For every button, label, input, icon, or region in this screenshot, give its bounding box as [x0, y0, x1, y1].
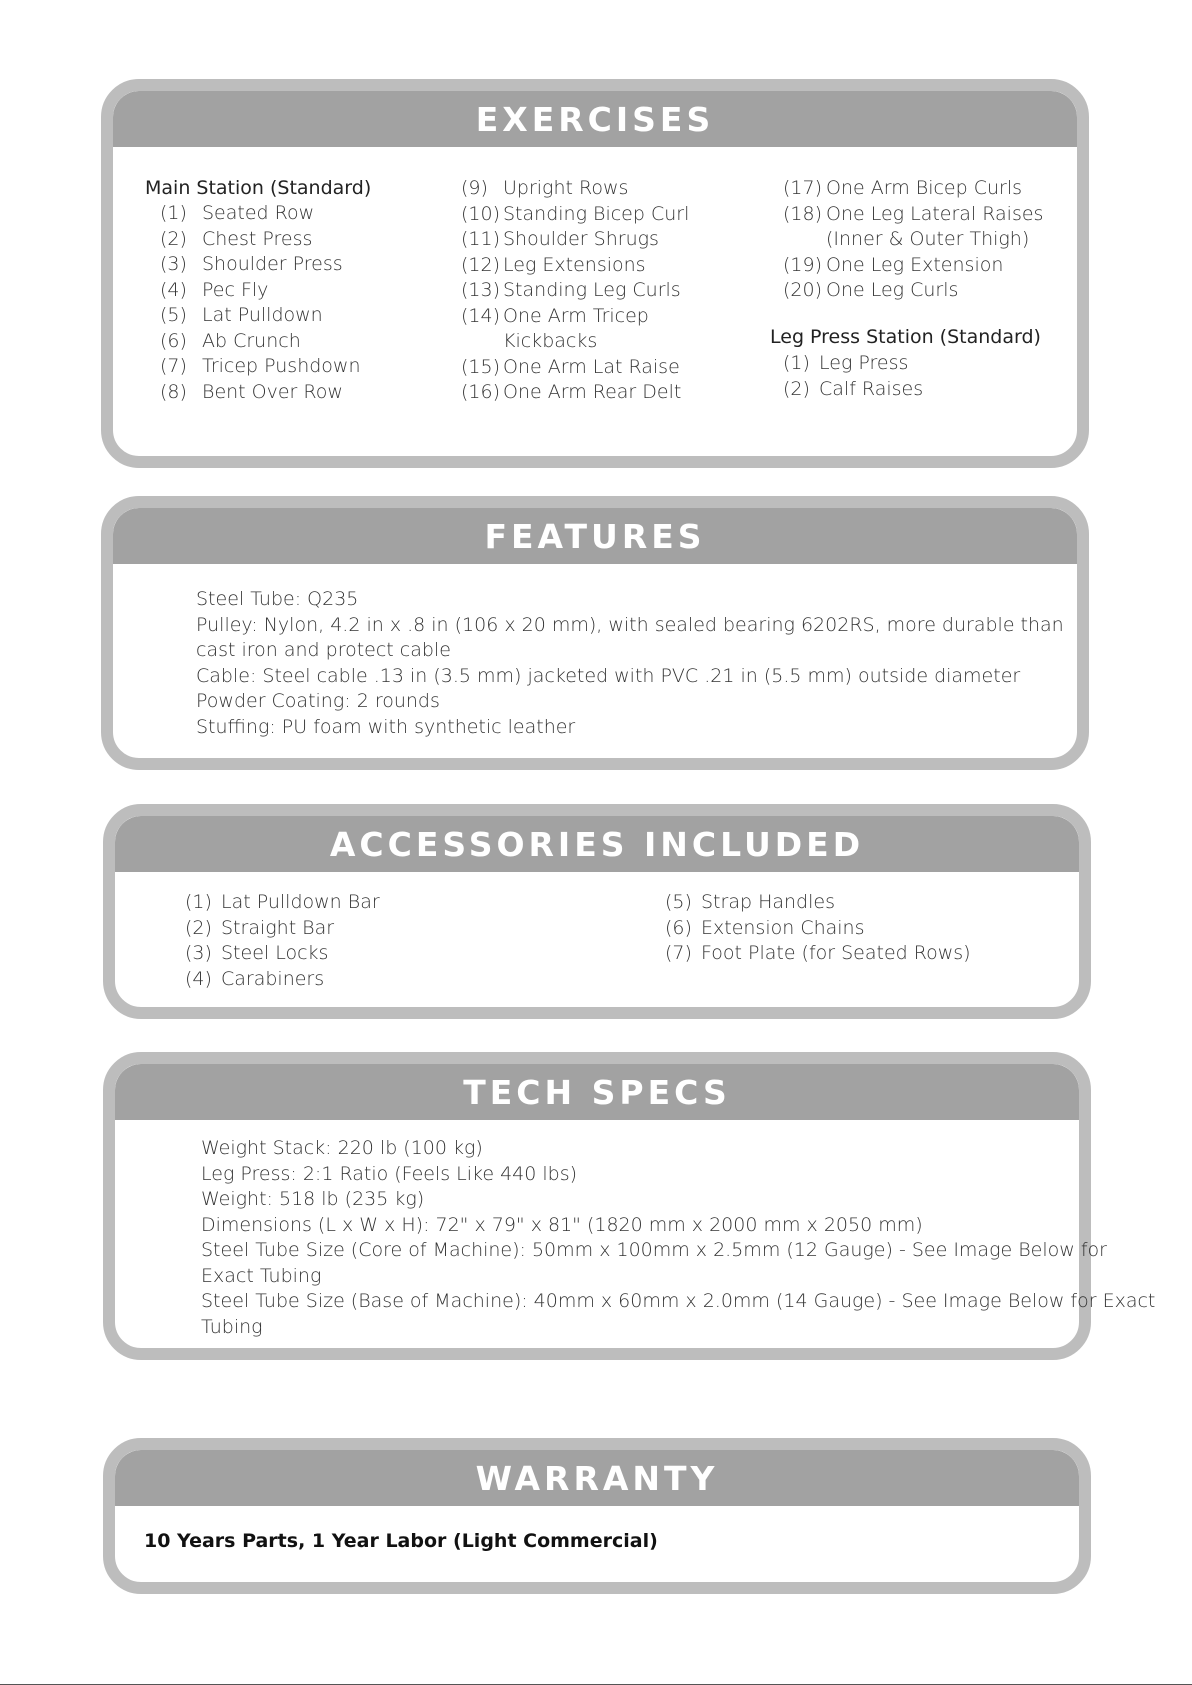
list-item — [461, 202, 689, 228]
list-item-continuation — [783, 227, 1043, 253]
list-item — [185, 967, 380, 993]
list-item — [160, 201, 361, 227]
accessories-list-right — [665, 890, 971, 967]
text-line: Powder Coating: 2 rounds — [196, 690, 440, 712]
item-number: (7) — [665, 942, 692, 964]
list-item — [160, 354, 361, 380]
warranty-text: 10 Years Parts, 1 Year Labor (Light Commercial) — [144, 1530, 658, 1552]
item-text: One Arm Bicep Curls — [826, 177, 1023, 199]
item-number: (19) — [783, 253, 823, 276]
list-item — [665, 941, 971, 967]
item-number: (7) — [160, 355, 187, 377]
item-text: Standing Bicep Curl — [503, 202, 690, 225]
item-text: One Arm Rear Delt — [503, 381, 682, 403]
leg-press-list — [783, 351, 923, 402]
text-line: Pulley: Nylon, 4.2 in x .8 in (106 x 20 mm), with sealed bearing 6202RS, more durable than — [196, 613, 1064, 636]
list-item — [185, 941, 380, 967]
item-text: Extension Chains — [701, 916, 865, 939]
tech-specs-title: TECH SPECS — [115, 1064, 1079, 1120]
leg-press-heading: Leg Press Station (Standard) — [770, 326, 1041, 348]
item-text: Upright Rows — [503, 177, 629, 199]
item-number: (12) — [461, 253, 501, 276]
exercises-col-1 — [160, 201, 361, 405]
item-text: One Leg Curls — [826, 279, 959, 301]
text-line: Exact Tubing — [201, 1264, 322, 1287]
exercises-col-2 — [461, 176, 689, 406]
item-text: One Arm Lat Raise — [503, 355, 680, 378]
item-number: (4) — [185, 967, 212, 990]
item-text: Shoulder Shrugs — [503, 228, 659, 250]
list-item — [461, 227, 689, 253]
item-number: (5) — [160, 304, 187, 326]
item-number: (6) — [160, 329, 187, 352]
item-number: (1) — [783, 352, 810, 374]
list-item — [783, 377, 923, 403]
list-item — [185, 916, 380, 942]
features-list — [196, 587, 1064, 740]
list-item — [783, 351, 923, 377]
item-number: (16) — [461, 381, 501, 403]
item-text: Carabiners — [221, 967, 325, 990]
item-number: (14) — [461, 304, 501, 327]
list-item — [160, 329, 361, 355]
indent — [461, 329, 503, 355]
item-number: (17) — [783, 177, 823, 199]
list-item — [461, 278, 689, 304]
list-item — [160, 278, 361, 304]
list-item — [783, 202, 1043, 228]
item-text: Tricep Pushdown — [202, 355, 361, 377]
accessories-title: ACCESSORIES INCLUDED — [115, 816, 1079, 872]
item-text: Lat Pulldown — [202, 304, 323, 326]
text-line: cast iron and protect cable — [196, 639, 451, 661]
item-text: Calf Raises — [819, 377, 924, 400]
item-text: Seated Row — [202, 202, 315, 224]
item-number: (15) — [461, 355, 501, 378]
list-item — [783, 253, 1043, 279]
item-number: (6) — [665, 916, 692, 939]
text-line: Weight: 518 lb (235 kg) — [201, 1188, 425, 1210]
item-number: (11) — [461, 228, 501, 250]
accessories-list-left — [185, 890, 380, 992]
item-text: Lat Pulldown Bar — [221, 891, 380, 913]
item-text: Bent Over Row — [202, 380, 343, 403]
list-item — [160, 227, 361, 253]
item-number: (2) — [185, 916, 212, 939]
item-number: (18) — [783, 202, 823, 225]
text-line: Dimensions (L x W x H): 72" x 79" x 81" (1820 mm x 2000 mm x 2050 mm) — [201, 1213, 923, 1236]
list-item — [461, 304, 689, 330]
list-item — [461, 380, 689, 406]
item-number: (20) — [783, 279, 823, 301]
list-item — [665, 916, 971, 942]
list-item — [783, 278, 1043, 304]
item-text: Pec Fly — [202, 278, 269, 301]
item-text: One Leg Lateral Raises — [826, 202, 1044, 225]
item-number: (9) — [461, 177, 488, 199]
list-item — [160, 303, 361, 329]
features-title: FEATURES — [113, 508, 1077, 564]
item-number: (13) — [461, 279, 501, 301]
list-item — [160, 252, 361, 278]
item-text: Strap Handles — [701, 891, 835, 913]
list-item — [160, 380, 361, 406]
warranty-title: WARRANTY — [115, 1450, 1079, 1506]
text-line: Stuffing: PU foam with synthetic leather — [196, 715, 576, 738]
exercises-title: EXERCISES — [113, 91, 1077, 147]
item-text: Leg Extensions — [503, 253, 646, 276]
text-line: Steel Tube Size (Base of Machine): 40mm x 60mm x 2.0mm (14 Gauge) - See Image Below for Exact — [201, 1290, 1156, 1312]
tech-specs-list — [201, 1136, 1155, 1340]
list-item — [461, 355, 689, 381]
item-text: Standing Leg Curls — [503, 279, 681, 301]
item-text-continuation: (Inner & Outer Thigh) — [826, 228, 1030, 250]
list-item — [665, 890, 971, 916]
item-number: (3) — [160, 253, 187, 275]
item-number: (10) — [461, 202, 501, 225]
item-number: (8) — [160, 380, 187, 403]
item-text: Straight Bar — [221, 916, 335, 939]
list-item — [461, 176, 689, 202]
main-station-heading: Main Station (Standard) — [145, 177, 372, 199]
item-number: (1) — [160, 202, 187, 224]
item-text: Chest Press — [202, 227, 313, 250]
item-number: (3) — [185, 942, 212, 964]
item-text: Steel Locks — [221, 942, 329, 964]
item-number: (2) — [160, 227, 187, 250]
item-text: Shoulder Press — [202, 253, 343, 275]
text-line: Cable: Steel cable .13 in (3.5 mm) jacketed with PVC .21 in (5.5 mm) outside diameter — [196, 664, 1021, 687]
item-text: Leg Press — [819, 352, 909, 374]
text-line: Steel Tube Size (Core of Machine): 50mm x 100mm x 2.5mm (12 Gauge) - See Image Below for — [201, 1239, 1107, 1261]
list-item — [461, 253, 689, 279]
item-text: Ab Crunch — [202, 329, 301, 352]
item-number: (1) — [185, 891, 212, 913]
list-item — [783, 176, 1043, 202]
text-line: Leg Press: 2:1 Ratio (Feels Like 440 lbs) — [201, 1162, 578, 1185]
item-text: One Arm Tricep — [503, 304, 649, 327]
item-text: Foot Plate (for Seated Rows) — [701, 942, 971, 964]
text-line: Weight Stack: 220 lb (100 kg) — [201, 1137, 483, 1159]
indent — [783, 227, 826, 253]
item-text-continuation: Kickbacks — [503, 330, 598, 352]
warranty-panel — [103, 1438, 1091, 1594]
item-number: (2) — [783, 377, 810, 400]
item-text: One Leg Extension — [826, 253, 1004, 276]
text-line: Tubing — [201, 1315, 263, 1338]
item-number: (5) — [665, 891, 692, 913]
list-item — [185, 890, 380, 916]
text-line: Steel Tube: Q235 — [196, 588, 359, 610]
list-item-continuation — [461, 329, 689, 355]
exercises-col-3 — [783, 176, 1043, 304]
item-number: (4) — [160, 278, 187, 301]
